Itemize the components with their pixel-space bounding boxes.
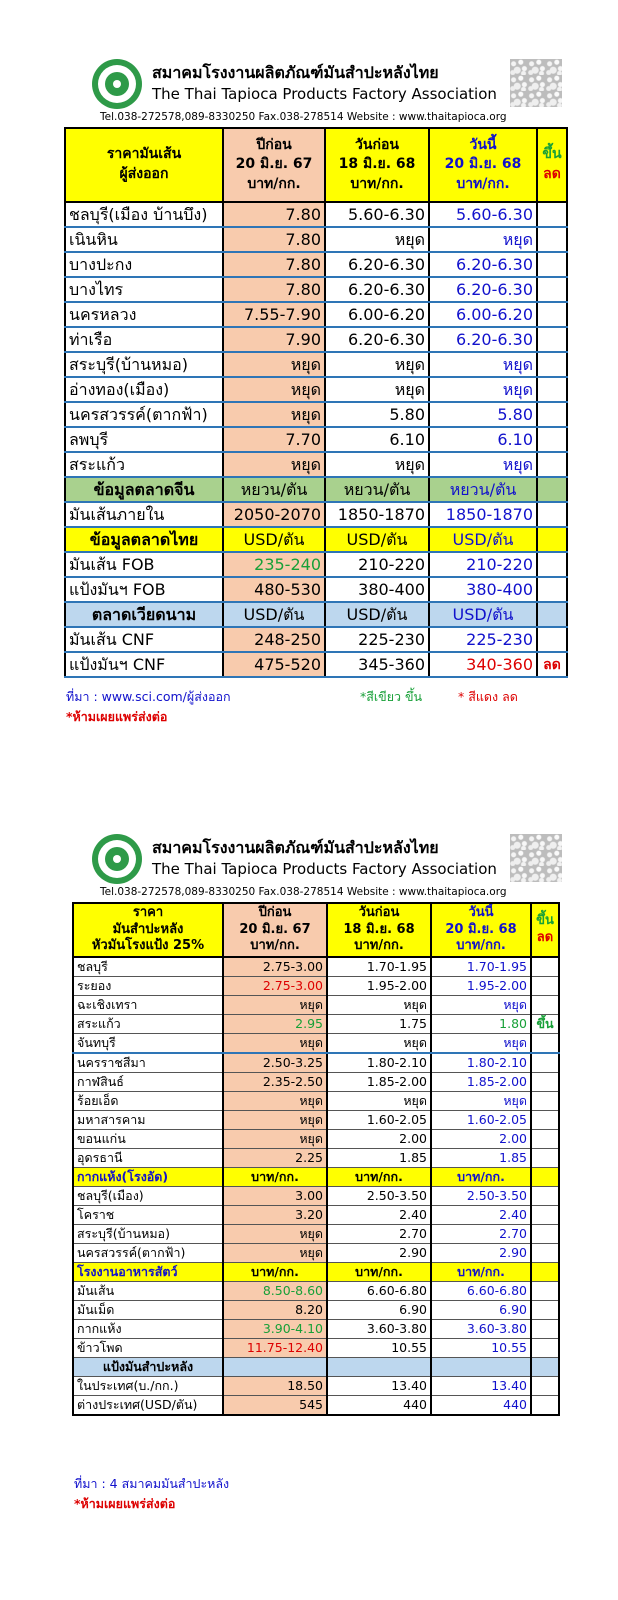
cell-prev-year: 3.20 xyxy=(223,1206,327,1225)
row-name: ลพบุรี xyxy=(65,427,223,452)
cell-prev-year: 235-240 xyxy=(223,552,325,577)
starch-rows xyxy=(73,1377,559,1416)
row-name: มันเส้น CNF xyxy=(65,627,223,652)
table-row xyxy=(73,1111,559,1130)
chips-exporter-rows xyxy=(65,202,567,477)
row-name: จันทบุรี xyxy=(73,1034,223,1054)
table-row xyxy=(65,627,567,652)
cell-prev-day: 5.80 xyxy=(325,402,429,427)
cell-change xyxy=(531,1130,559,1149)
cell-prev-day: 1.95-2.00 xyxy=(327,977,431,996)
feed-mill-rows xyxy=(73,1282,559,1358)
cell-today: หยุด xyxy=(429,227,537,252)
section-header-dry-pulp: กากแห้ง(โรงอัด) บาท/กก. บาท/กก. บาท/กก. xyxy=(73,1168,559,1187)
cell-change xyxy=(531,1149,559,1168)
cell-change xyxy=(537,302,567,327)
row-name: มันเส้น FOB xyxy=(65,552,223,577)
cell-prev-day: 1850-1870 xyxy=(325,502,429,527)
row-name: ในประเทศ(บ./กก.) xyxy=(73,1377,223,1396)
row-name: ขอนแก่น xyxy=(73,1130,223,1149)
cell-prev-year: หยุด xyxy=(223,1225,327,1244)
row-name: แป้งมันฯ FOB xyxy=(65,577,223,602)
table-row xyxy=(73,1015,559,1034)
cell-today: 1.80 xyxy=(431,1015,531,1034)
cell-prev-year: 480-530 xyxy=(223,577,325,602)
row-name: บางปะกง xyxy=(65,252,223,277)
org-name-english: The Thai Tapioca Products Factory Association xyxy=(152,85,497,103)
cell-prev-year: 7.55-7.90 xyxy=(223,302,325,327)
row-name: ชลบุรี(เมือง บ้านบึง) xyxy=(65,202,223,227)
table-row xyxy=(73,1301,559,1320)
cell-today: 1.70-1.95 xyxy=(431,957,531,977)
cell-today: 1850-1870 xyxy=(429,502,537,527)
cell-change xyxy=(537,252,567,277)
table-row xyxy=(73,1092,559,1111)
cell-change xyxy=(537,452,567,477)
no-share-warning: *ห้ามเผยแพร่ส่งต่อ xyxy=(66,709,168,724)
row-name: ท่าเรือ xyxy=(65,327,223,352)
table-row xyxy=(65,327,567,352)
cell-prev-day: 5.60-6.30 xyxy=(325,202,429,227)
cell-change xyxy=(537,202,567,227)
cell-today: 1.85 xyxy=(431,1149,531,1168)
table-row xyxy=(65,652,567,677)
row-name: สระแก้ว xyxy=(65,452,223,477)
cell-prev-day: หยุด xyxy=(327,996,431,1015)
table-row xyxy=(73,1377,559,1396)
cell-prev-year: 7.80 xyxy=(223,277,325,302)
col-header-prev-year: ปีก่อน 20 มิ.ย. 67 บาท/กก. xyxy=(223,903,327,957)
cell-prev-year: 8.20 xyxy=(223,1301,327,1320)
cell-change xyxy=(537,327,567,352)
cell-prev-year: หยุด xyxy=(223,352,325,377)
cell-prev-day: 1.85 xyxy=(327,1149,431,1168)
row-name: ชลบุรี xyxy=(73,957,223,977)
cell-prev-year: หยุด xyxy=(223,1092,327,1111)
table-row xyxy=(65,402,567,427)
col-header-label: ราคามันเส้น ผู้ส่งออก xyxy=(65,128,223,202)
cell-change xyxy=(531,1187,559,1206)
cell-today: 225-230 xyxy=(429,627,537,652)
association-logo-icon xyxy=(92,59,142,109)
table-row xyxy=(65,252,567,277)
cell-today: 2.00 xyxy=(431,1130,531,1149)
table-row xyxy=(65,352,567,377)
cell-prev-year: 2.25 xyxy=(223,1149,327,1168)
table-header-row xyxy=(73,903,559,957)
table-row xyxy=(65,552,567,577)
cell-change xyxy=(531,1034,559,1054)
table-row xyxy=(73,957,559,977)
cell-prev-day: 6.00-6.20 xyxy=(325,302,429,327)
col-header-prev-day: วันก่อน 18 มิ.ย. 68 บาท/กก. xyxy=(325,128,429,202)
table-row xyxy=(73,977,559,996)
cell-prev-year: หยุด xyxy=(223,452,325,477)
cell-change xyxy=(537,577,567,602)
cell-prev-day: 2.00 xyxy=(327,1130,431,1149)
cell-prev-day: หยุด xyxy=(325,352,429,377)
cell-prev-year: 545 xyxy=(223,1396,327,1416)
table-row xyxy=(65,377,567,402)
cell-change xyxy=(537,402,567,427)
cell-prev-year: 7.90 xyxy=(223,327,325,352)
table-row xyxy=(65,452,567,477)
table-row xyxy=(65,302,567,327)
cell-today: 6.10 xyxy=(429,427,537,452)
row-name: มันเม็ด xyxy=(73,1301,223,1320)
cell-prev-day: หยุด xyxy=(325,377,429,402)
cell-today: 1.95-2.00 xyxy=(431,977,531,996)
row-name: นครหลวง xyxy=(65,302,223,327)
table-row xyxy=(65,227,567,252)
thai-market-rows xyxy=(65,552,567,602)
cell-change xyxy=(531,1206,559,1225)
cell-prev-day: หยุด xyxy=(327,1034,431,1054)
row-name: อุดรธานี xyxy=(73,1149,223,1168)
cell-prev-year: 3.00 xyxy=(223,1187,327,1206)
table-row xyxy=(65,202,567,227)
table-row xyxy=(73,1073,559,1092)
table-row xyxy=(73,1187,559,1206)
cell-prev-year: 2.50-3.25 xyxy=(223,1053,327,1073)
org-name-english: The Thai Tapioca Products Factory Association xyxy=(152,860,497,878)
row-name: มันเส้น xyxy=(73,1282,223,1301)
cell-today: 13.40 xyxy=(431,1377,531,1396)
cell-prev-year: 2.95 xyxy=(223,1015,327,1034)
cell-prev-year: 2.35-2.50 xyxy=(223,1073,327,1092)
cell-change xyxy=(537,427,567,452)
row-name: สระบุรี(บ้านหมอ) xyxy=(73,1225,223,1244)
cell-change xyxy=(531,1225,559,1244)
cell-prev-year: 3.90-4.10 xyxy=(223,1320,327,1339)
cell-change xyxy=(531,1073,559,1092)
cell-prev-year: 2050-2070 xyxy=(223,502,325,527)
cell-prev-year: 248-250 xyxy=(223,627,325,652)
row-name: ร้อยเอ็ด xyxy=(73,1092,223,1111)
cell-today: 1.80-2.10 xyxy=(431,1053,531,1073)
cell-today: 3.60-3.80 xyxy=(431,1320,531,1339)
row-name: มันเส้นภายใน xyxy=(65,502,223,527)
row-name: สระแก้ว xyxy=(73,1015,223,1034)
cell-prev-day: 3.60-3.80 xyxy=(327,1320,431,1339)
cell-change xyxy=(537,352,567,377)
section-header-vietnam: ตลาดเวียดนาม USD/ตัน USD/ตัน USD/ตัน xyxy=(65,602,567,627)
cell-change xyxy=(537,627,567,652)
table-row xyxy=(73,1034,559,1054)
cell-prev-year: หยุด xyxy=(223,377,325,402)
cell-prev-day: หยุด xyxy=(327,1092,431,1111)
cell-today: 2.70 xyxy=(431,1225,531,1244)
col-header-label: ราคา มันสำปะหลัง หัวมันโรงแป้ง 25% xyxy=(73,903,223,957)
cell-change xyxy=(531,957,559,977)
cell-prev-day: 225-230 xyxy=(325,627,429,652)
cell-change: ลด xyxy=(537,652,567,677)
col-header-prev-day: วันก่อน 18 มิ.ย. 68 บาท/กก. xyxy=(327,903,431,957)
cell-today: 2.40 xyxy=(431,1206,531,1225)
root-price-table xyxy=(72,902,560,1416)
cell-prev-day: 2.70 xyxy=(327,1225,431,1244)
col-header-today: วันนี้ 20 มิ.ย. 68 บาท/กก. xyxy=(431,903,531,957)
price-sheet-chips xyxy=(0,55,618,724)
cell-today: 6.20-6.30 xyxy=(429,252,537,277)
cell-change xyxy=(531,996,559,1015)
source-note: ที่มา : 4 สมาคมมันสำปะหลัง xyxy=(74,1476,230,1491)
col-header-change: ขึ้น ลด xyxy=(531,903,559,957)
org-name-thai: สมาคมโรงงานผลิตภัณฑ์มันสำปะหลังไทย xyxy=(152,63,439,82)
cell-today: 380-400 xyxy=(429,577,537,602)
row-name: ระยอง xyxy=(73,977,223,996)
table-row xyxy=(73,1130,559,1149)
cell-change xyxy=(531,1339,559,1358)
section-header-starch: แป้งมันสำปะหลัง xyxy=(73,1358,559,1377)
table-row xyxy=(73,996,559,1015)
table-row xyxy=(73,1339,559,1358)
green-legend: *สีเขียว ขึ้น xyxy=(360,689,423,704)
cell-today: 210-220 xyxy=(429,552,537,577)
cell-prev-year: 2.75-3.00 xyxy=(223,957,327,977)
cell-today: 6.20-6.30 xyxy=(429,277,537,302)
contact-line: Tel.038-272578,089-8330250 Fax.038-278514 Website : www.thaitapioca.org xyxy=(100,111,507,123)
table-row xyxy=(65,577,567,602)
northeast-region-rows xyxy=(73,1053,559,1168)
cell-prev-year: 7.70 xyxy=(223,427,325,452)
table-row xyxy=(65,502,567,527)
no-share-warning: *ห้ามเผยแพร่ส่งต่อ xyxy=(74,1496,176,1511)
china-rows xyxy=(65,502,567,527)
cell-prev-year: 7.80 xyxy=(223,202,325,227)
cell-prev-day: 2.40 xyxy=(327,1206,431,1225)
cell-today: 2.50-3.50 xyxy=(431,1187,531,1206)
cell-change xyxy=(531,1396,559,1416)
section-header-thai: ข้อมูลตลาดไทย USD/ตัน USD/ตัน USD/ตัน xyxy=(65,527,567,552)
cell-today: 2.90 xyxy=(431,1244,531,1263)
cell-prev-day: 1.70-1.95 xyxy=(327,957,431,977)
cell-prev-year: 2.75-3.00 xyxy=(223,977,327,996)
cell-prev-year: หยุด xyxy=(223,1034,327,1054)
cell-prev-day: หยุด xyxy=(325,452,429,477)
cell-today: 1.85-2.00 xyxy=(431,1073,531,1092)
section-header-feed-mill: โรงงานอาหารสัตว์ บาท/กก. บาท/กก. บาท/กก. xyxy=(73,1263,559,1282)
cell-change xyxy=(531,1111,559,1130)
cell-today: 6.90 xyxy=(431,1301,531,1320)
table-row xyxy=(73,1282,559,1301)
cell-change xyxy=(531,977,559,996)
cell-today: หยุด xyxy=(431,1092,531,1111)
cell-prev-year: หยุด xyxy=(223,1244,327,1263)
cell-prev-day: 6.90 xyxy=(327,1301,431,1320)
cell-today: 340-360 xyxy=(429,652,537,677)
starch-photo xyxy=(510,59,562,107)
cell-prev-year: หยุด xyxy=(223,1111,327,1130)
cell-change xyxy=(537,377,567,402)
cell-prev-day: 6.20-6.30 xyxy=(325,252,429,277)
row-name: มหาสารคาม xyxy=(73,1111,223,1130)
cell-change: ขึ้น xyxy=(531,1015,559,1034)
cell-prev-day: หยุด xyxy=(325,227,429,252)
cell-change xyxy=(537,502,567,527)
row-name: เนินหิน xyxy=(65,227,223,252)
row-name: ต่างประเทศ(USD/ตัน) xyxy=(73,1396,223,1416)
cell-prev-day: 1.80-2.10 xyxy=(327,1053,431,1073)
price-sheet-roots xyxy=(0,830,618,1511)
cell-prev-day: 210-220 xyxy=(325,552,429,577)
cell-change xyxy=(531,1282,559,1301)
cell-prev-year: หยุด xyxy=(223,1130,327,1149)
cell-prev-year: 7.80 xyxy=(223,227,325,252)
red-legend: * สีแดง ลด xyxy=(458,689,518,704)
table-row xyxy=(73,1149,559,1168)
cell-today: 10.55 xyxy=(431,1339,531,1358)
row-name: กากแห้ง xyxy=(73,1320,223,1339)
cell-prev-year: 18.50 xyxy=(223,1377,327,1396)
cell-prev-year: 7.80 xyxy=(223,252,325,277)
cell-prev-day: 13.40 xyxy=(327,1377,431,1396)
cell-today: หยุด xyxy=(431,1034,531,1054)
row-name: นครราชสีมา xyxy=(73,1053,223,1073)
row-name: ข้าวโพด xyxy=(73,1339,223,1358)
chips-price-table xyxy=(64,127,568,678)
col-header-prev-year: ปีก่อน 20 มิ.ย. 67 บาท/กก. xyxy=(223,128,325,202)
cell-change xyxy=(537,552,567,577)
row-name: บางไทร xyxy=(65,277,223,302)
cell-today: หยุด xyxy=(429,377,537,402)
dry-pulp-rows xyxy=(73,1187,559,1263)
row-name: แป้งมันฯ CNF xyxy=(65,652,223,677)
cell-prev-day: 2.90 xyxy=(327,1244,431,1263)
cell-prev-day: 6.20-6.30 xyxy=(325,277,429,302)
row-name: ชลบุรี(เมือง) xyxy=(73,1187,223,1206)
east-region-rows xyxy=(73,957,559,1053)
cell-prev-day: 6.20-6.30 xyxy=(325,327,429,352)
col-header-today: วันนี้ 20 มิ.ย. 68 บาท/กก. xyxy=(429,128,537,202)
cell-prev-year: 475-520 xyxy=(223,652,325,677)
cell-prev-day: 1.85-2.00 xyxy=(327,1073,431,1092)
cell-change xyxy=(531,1320,559,1339)
cell-change xyxy=(537,227,567,252)
cell-change xyxy=(537,277,567,302)
cell-today: หยุด xyxy=(429,452,537,477)
cell-change xyxy=(531,1301,559,1320)
table-row xyxy=(65,427,567,452)
cell-today: หยุด xyxy=(429,352,537,377)
contact-line: Tel.038-272578,089-8330250 Fax.038-278514 Website : www.thaitapioca.org xyxy=(100,886,507,898)
cell-today: 6.20-6.30 xyxy=(429,327,537,352)
cell-today: 6.00-6.20 xyxy=(429,302,537,327)
cell-prev-day: 2.50-3.50 xyxy=(327,1187,431,1206)
starch-photo xyxy=(510,834,562,882)
cell-prev-year: 8.50-8.60 xyxy=(223,1282,327,1301)
cell-today: 5.80 xyxy=(429,402,537,427)
cell-change xyxy=(531,1377,559,1396)
table-row xyxy=(73,1206,559,1225)
cell-today: 6.60-6.80 xyxy=(431,1282,531,1301)
section-header-china: ข้อมูลตลาดจีน หยวน/ตัน หยวน/ตัน หยวน/ตัน xyxy=(65,477,567,502)
cell-change xyxy=(531,1244,559,1263)
row-name: นครสวรรค์(ตากฟ้า) xyxy=(73,1244,223,1263)
cell-change xyxy=(531,1053,559,1073)
association-logo-icon xyxy=(92,834,142,884)
cell-prev-day: 6.10 xyxy=(325,427,429,452)
table-row xyxy=(73,1244,559,1263)
cell-today: 440 xyxy=(431,1396,531,1416)
row-name: อ่างทอง(เมือง) xyxy=(65,377,223,402)
table-header-row xyxy=(65,128,567,202)
cell-prev-year: หยุด xyxy=(223,996,327,1015)
cell-prev-year: หยุด xyxy=(223,402,325,427)
org-name-thai: สมาคมโรงงานผลิตภัณฑ์มันสำปะหลังไทย xyxy=(152,838,439,857)
cell-today: 5.60-6.30 xyxy=(429,202,537,227)
row-name: ฉะเชิงเทรา xyxy=(73,996,223,1015)
cell-today: หยุด xyxy=(431,996,531,1015)
cell-prev-day: 6.60-6.80 xyxy=(327,1282,431,1301)
table-row xyxy=(73,1225,559,1244)
sheet-header xyxy=(0,55,618,127)
cell-prev-day: 1.75 xyxy=(327,1015,431,1034)
row-name: นครสวรรค์(ตากฟ้า) xyxy=(65,402,223,427)
cell-prev-day: 10.55 xyxy=(327,1339,431,1358)
col-header-change: ขึ้น ลด xyxy=(537,128,567,202)
table-row xyxy=(73,1396,559,1416)
table-row xyxy=(73,1320,559,1339)
row-name: โคราช xyxy=(73,1206,223,1225)
cell-prev-day: 345-360 xyxy=(325,652,429,677)
cell-prev-day: 1.60-2.05 xyxy=(327,1111,431,1130)
cell-change xyxy=(531,1092,559,1111)
cell-prev-day: 380-400 xyxy=(325,577,429,602)
row-name: กาฬสินธ์ xyxy=(73,1073,223,1092)
table-row xyxy=(73,1053,559,1073)
cell-today: 1.60-2.05 xyxy=(431,1111,531,1130)
sheet-header xyxy=(0,830,618,902)
cell-prev-year: 11.75-12.40 xyxy=(223,1339,327,1358)
cell-prev-day: 440 xyxy=(327,1396,431,1416)
source-note: ที่มา : www.sci.com/ผู้ส่งออก xyxy=(66,689,231,704)
row-name: สระบุรี(บ้านหมอ) xyxy=(65,352,223,377)
table-row xyxy=(65,277,567,302)
vietnam-rows xyxy=(65,627,567,677)
